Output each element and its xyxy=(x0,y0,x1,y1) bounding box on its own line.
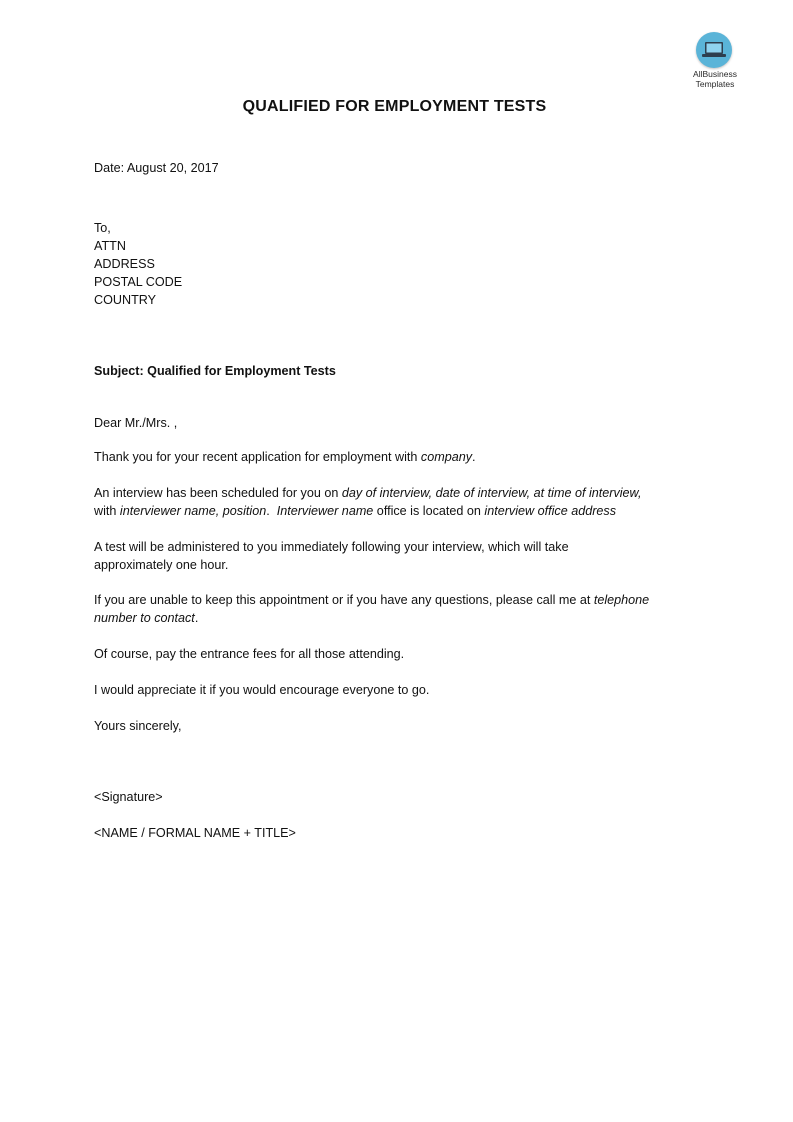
interview-details-placeholder: day of interview, date of interview, at time of interview, xyxy=(341,486,642,500)
paragraph-interview xyxy=(94,484,694,520)
subject-line: Subject: Qualified for Employment Tests xyxy=(94,364,336,378)
interviewer-name-placeholder: Interviewer name xyxy=(276,504,374,518)
logo-line-1: AllBusiness xyxy=(693,69,737,79)
p4-text: If you are unable to keep this appointment or if you have any questions, please call me at xyxy=(94,593,594,607)
closing: Yours sincerely, xyxy=(94,719,182,733)
address-country: COUNTRY xyxy=(94,293,157,307)
name-title-placeholder: <NAME / FORMAL NAME + TITLE> xyxy=(94,826,296,840)
p1-end: . xyxy=(472,450,476,464)
p2-office: office is located on xyxy=(373,504,485,518)
logo-line-2: Templates xyxy=(695,79,735,89)
laptop-icon xyxy=(696,32,732,68)
p2-sep: . xyxy=(266,504,277,518)
logo-text xyxy=(678,69,752,89)
p4-end: . xyxy=(194,611,199,625)
address-line: ADDRESS xyxy=(94,257,155,271)
paragraph-application xyxy=(94,448,694,466)
company-placeholder: company xyxy=(420,450,473,464)
address-to: To, xyxy=(94,221,111,235)
office-address-placeholder: interview office address xyxy=(484,504,617,518)
address-postal: POSTAL CODE xyxy=(94,275,183,289)
signature-placeholder: <Signature> xyxy=(94,790,163,804)
telephone-placeholder-2: number to contact xyxy=(94,611,195,625)
p3-line-1: A test will be administered to you immediately following your interview, which will take xyxy=(94,540,569,554)
interviewer-placeholder: interviewer name, position xyxy=(119,504,267,518)
document-title: QUALIFIED FOR EMPLOYMENT TESTS xyxy=(242,98,547,115)
paragraph-fees: Of course, pay the entrance fees for all those attending. xyxy=(94,647,405,661)
paragraph-contact xyxy=(94,591,694,627)
p1-text: Thank you for your recent application for employment with xyxy=(94,450,421,464)
p3-line-2: approximately one hour. xyxy=(94,558,229,572)
telephone-placeholder-1: telephone xyxy=(593,593,650,607)
salutation: Dear Mr./Mrs. , xyxy=(94,416,178,430)
address-attn: ATTN xyxy=(94,239,126,253)
date-line: Date: August 20, 2017 xyxy=(94,161,219,175)
paragraph-test xyxy=(94,538,694,574)
p2-with: with xyxy=(94,504,120,518)
paragraph-encourage: I would appreciate it if you would encourage everyone to go. xyxy=(94,683,430,697)
p2-text: An interview has been scheduled for you on xyxy=(94,486,342,500)
